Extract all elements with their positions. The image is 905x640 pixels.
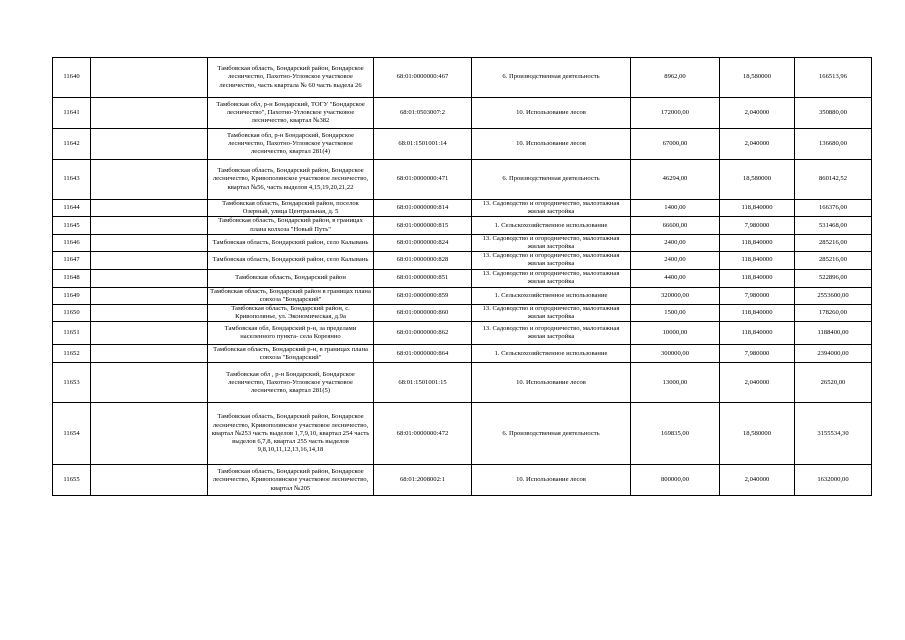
cadastral-number-cell: 68:01:0000000:471 [374, 160, 472, 200]
blank-cell [91, 269, 208, 287]
blank-cell [91, 252, 208, 269]
area-cell: 67000,00 [631, 129, 720, 160]
specific-value-cell: 2,040000 [720, 465, 795, 496]
blank-cell [91, 200, 208, 217]
address-cell: Тамбовская область, Бондарский район, Бондарское лесничество, Кривополянское участковое лесничество, квартал №56, часть выделов 4,15,19,20,21,22 [208, 160, 374, 200]
table-row [53, 129, 872, 160]
cadastral-number-cell: 68:01:0000000:860 [374, 305, 472, 322]
cadastral-value-table [52, 57, 872, 496]
blank-cell [91, 98, 208, 129]
land-use-cell: 13. Садоводство и огородничество, малоэтажная жилая застройка [472, 322, 631, 345]
specific-value-cell: 2,040000 [720, 98, 795, 129]
address-cell: Тамбовская область, Бондарский район, в границах плана колхоза "Новый Путь" [208, 217, 374, 234]
row-number-cell: 11643 [53, 160, 91, 200]
table-row [53, 345, 872, 363]
address-cell: Тамбовская область, Бондарский район, село Калывань [208, 252, 374, 269]
specific-value-cell: 7,980000 [720, 287, 795, 304]
land-use-cell: 1. Сельскохозяйственное использование [472, 217, 631, 234]
area-cell: 172000,00 [631, 98, 720, 129]
blank-cell [91, 287, 208, 304]
row-number-cell: 11647 [53, 252, 91, 269]
address-cell: Тамбовская область, Бондарский район, Бондарское лесничество, Кривополянское участковое лесничество, квартал №205 [208, 465, 374, 496]
specific-value-cell: 118,840000 [720, 234, 795, 251]
row-number-cell: 11644 [53, 200, 91, 217]
land-use-cell: 13. Садоводство и огородничество, малоэтажная жилая застройка [472, 234, 631, 251]
row-number-cell: 11646 [53, 234, 91, 251]
row-number-cell: 11655 [53, 465, 91, 496]
cadastral-number-cell: 68:01:2008002:1 [374, 465, 472, 496]
blank-cell [91, 322, 208, 345]
row-number-cell: 11649 [53, 287, 91, 304]
address-cell: Тамбовская обл , р-н Бондарский, Бондарское лесничество, Пахотно-Угловское участковое лесничество, квартал 281(5) [208, 363, 374, 403]
cadastral-number-cell: 68:01:0000000:472 [374, 403, 472, 465]
row-number-cell: 11654 [53, 403, 91, 465]
cadastral-number-cell: 68:01:0503007:2 [374, 98, 472, 129]
land-use-cell: 1. Сельскохозяйственное использование [472, 287, 631, 304]
table-row [53, 269, 872, 287]
blank-cell [91, 234, 208, 251]
cadastral-value-cell: 136680,00 [795, 129, 872, 160]
specific-value-cell: 118,840000 [720, 200, 795, 217]
area-cell: 13000,00 [631, 363, 720, 403]
land-use-cell: 10. Использование лесов [472, 465, 631, 496]
row-number-cell: 11652 [53, 345, 91, 363]
cadastral-value-cell: 522896,00 [795, 269, 872, 287]
area-cell: 1500,00 [631, 305, 720, 322]
land-use-cell: 13. Садоводство и огородничество, малоэтажная жилая застройка [472, 252, 631, 269]
table-row [53, 217, 872, 234]
land-use-cell: 10. Использование лесов [472, 129, 631, 160]
cadastral-number-cell: 68:01:1501001:15 [374, 363, 472, 403]
table-row [53, 252, 872, 269]
specific-value-cell: 118,840000 [720, 322, 795, 345]
area-cell: 8962,00 [631, 58, 720, 98]
table-row [53, 160, 872, 200]
cadastral-value-cell: 1632000,00 [795, 465, 872, 496]
address-cell: Тамбовская область, Бондарский р-н, в границах плана совхоза "Бондарский" [208, 345, 374, 363]
land-use-cell: 10. Использование лесов [472, 363, 631, 403]
row-number-cell: 11645 [53, 217, 91, 234]
cadastral-number-cell: 68:01:0000000:864 [374, 345, 472, 363]
blank-cell [91, 363, 208, 403]
land-use-cell: 1. Сельскохозяйственное использование [472, 345, 631, 363]
address-cell: Тамбовская область, Бондарский район, Бондарское лесничество, Кривополянское участковое лесничество, квартал №253 часть выделов 1,7,9,10, квартал 254 часть выделов 6,7,8, квартал 255 часть выделов 9,8,10,11,12,13,16,14,18 [208, 403, 374, 465]
blank-cell [91, 465, 208, 496]
cadastral-number-cell: 68:01:0000000:815 [374, 217, 472, 234]
address-cell: Тамбовская обл, р-н Бондарский, Бондарское лесничество, Пахотно-Угловское участковое лесничество, квартал 281(4) [208, 129, 374, 160]
row-number-cell: 11642 [53, 129, 91, 160]
cadastral-number-cell: 68:01:0000000:467 [374, 58, 472, 98]
area-cell: 46294,00 [631, 160, 720, 200]
land-use-cell: 6. Производственная деятельность [472, 403, 631, 465]
cadastral-value-cell: 350880,00 [795, 98, 872, 129]
land-use-cell: 6. Производственная деятельность [472, 160, 631, 200]
table-row [53, 305, 872, 322]
address-cell: Тамбовская область, Бондарский район в границах плана совхоза "Бондарский" [208, 287, 374, 304]
blank-cell [91, 58, 208, 98]
area-cell: 2400,00 [631, 234, 720, 251]
address-cell: Тамбовская область, Бондарский район, с. Кривополянье, ул. Экономическая, д.9а [208, 305, 374, 322]
blank-cell [91, 160, 208, 200]
cadastral-number-cell: 68:01:1501001:14 [374, 129, 472, 160]
cadastral-value-cell: 166513,96 [795, 58, 872, 98]
cadastral-value-cell: 285216,00 [795, 234, 872, 251]
cadastral-value-cell: 26520,00 [795, 363, 872, 403]
address-cell: Тамбовская область, Бондарский район [208, 269, 374, 287]
blank-cell [91, 345, 208, 363]
area-cell: 1400,00 [631, 200, 720, 217]
table-row [53, 287, 872, 304]
cadastral-value-cell: 178260,00 [795, 305, 872, 322]
land-use-cell: 6. Производственная деятельность [472, 58, 631, 98]
table-row [53, 465, 872, 496]
blank-cell [91, 129, 208, 160]
cadastral-value-cell: 531468,00 [795, 217, 872, 234]
area-cell: 4400,00 [631, 269, 720, 287]
area-cell: 320000,00 [631, 287, 720, 304]
row-number-cell: 11650 [53, 305, 91, 322]
cadastral-value-cell: 3155534,30 [795, 403, 872, 465]
cadastral-value-cell: 166376,00 [795, 200, 872, 217]
address-cell: Тамбовская область, Бондарский район, Бондарское лесничество, Пахотно-Угловское участковое лесничество, часть квартала № 60 часть выдела 26 [208, 58, 374, 98]
area-cell: 10000,00 [631, 322, 720, 345]
area-cell: 169835,00 [631, 403, 720, 465]
table-row [53, 234, 872, 251]
row-number-cell: 11641 [53, 98, 91, 129]
blank-cell [91, 403, 208, 465]
specific-value-cell: 118,840000 [720, 269, 795, 287]
land-use-cell: 10. Использование лесов [472, 98, 631, 129]
table-row [53, 58, 872, 98]
cadastral-value-cell: 285216,00 [795, 252, 872, 269]
table-row [53, 98, 872, 129]
cadastral-number-cell: 68:01:0000000:859 [374, 287, 472, 304]
specific-value-cell: 18,580000 [720, 58, 795, 98]
cadastral-value-cell: 860142,52 [795, 160, 872, 200]
specific-value-cell: 118,840000 [720, 305, 795, 322]
cadastral-number-cell: 68:01:0000000:828 [374, 252, 472, 269]
cadastral-number-cell: 68:01:0000000:851 [374, 269, 472, 287]
table-body [53, 58, 872, 496]
blank-cell [91, 305, 208, 322]
cadastral-number-cell: 68:01:0000000:862 [374, 322, 472, 345]
address-cell: Тамбовская обл, Бондарский р-н, за пределами населенного пункта- села Кореянно [208, 322, 374, 345]
cadastral-number-cell: 68:01:0000000:824 [374, 234, 472, 251]
row-number-cell: 11648 [53, 269, 91, 287]
address-cell: Тамбовская область, Бондарский район, поселок Озерный, улица Центральная, д. 5 [208, 200, 374, 217]
cadastral-value-cell: 2553600,00 [795, 287, 872, 304]
row-number-cell: 11653 [53, 363, 91, 403]
blank-cell [91, 217, 208, 234]
address-cell: Тамбовская обл, р-н Бондарский, ТОГУ "Бондарское лесничество", Пахотно-Угловское участковое лесничество, квартал №382 [208, 98, 374, 129]
area-cell: 800000,00 [631, 465, 720, 496]
table-row [53, 200, 872, 217]
specific-value-cell: 18,580000 [720, 160, 795, 200]
specific-value-cell: 7,980000 [720, 217, 795, 234]
area-cell: 300000,00 [631, 345, 720, 363]
land-use-cell: 13. Садоводство и огородничество, малоэтажная жилая застройка [472, 305, 631, 322]
table-row [53, 322, 872, 345]
specific-value-cell: 7,980000 [720, 345, 795, 363]
specific-value-cell: 2,040000 [720, 129, 795, 160]
cadastral-value-cell: 1188400,00 [795, 322, 872, 345]
cadastral-number-cell: 68:01:0000000:814 [374, 200, 472, 217]
cadastral-value-cell: 2394000,00 [795, 345, 872, 363]
land-use-cell: 13. Садоводство и огородничество, малоэтажная жилая застройка [472, 200, 631, 217]
table-row [53, 363, 872, 403]
table-row [53, 403, 872, 465]
specific-value-cell: 18,580000 [720, 403, 795, 465]
row-number-cell: 11651 [53, 322, 91, 345]
area-cell: 66600,00 [631, 217, 720, 234]
address-cell: Тамбовская область, Бондарский район, село Калывань [208, 234, 374, 251]
specific-value-cell: 2,040000 [720, 363, 795, 403]
area-cell: 2400,00 [631, 252, 720, 269]
specific-value-cell: 118,840000 [720, 252, 795, 269]
row-number-cell: 11640 [53, 58, 91, 98]
land-use-cell: 13. Садоводство и огородничество, малоэтажная жилая застройка [472, 269, 631, 287]
